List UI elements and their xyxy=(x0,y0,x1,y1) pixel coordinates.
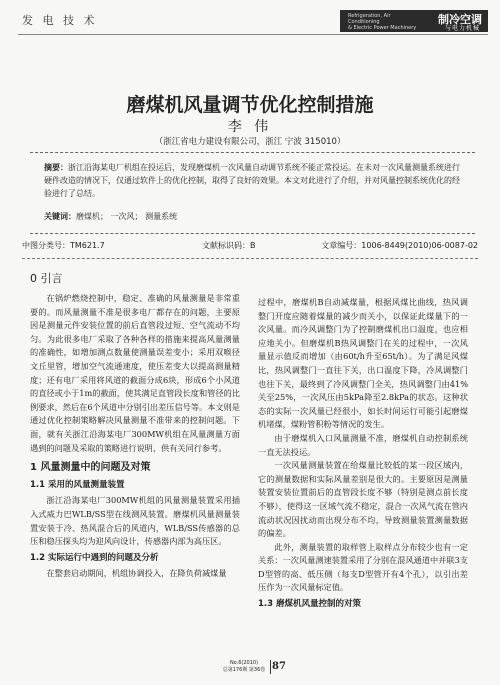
brand-subtitle xyxy=(348,13,418,31)
clc-number: 中图分类号：TM621.7 xyxy=(22,241,105,250)
paragraph: 浙江沿海某电厂300MW机组的风量测量装置采用插入式威力巴WLB/SS型在线测风装置。磨煤机风量测量装置安装于冷、热风混合后的风道内，WLB/SS传感器的总压和稳压探头均为迎风向设计，传感器内部为高压区。 xyxy=(30,495,240,547)
section-divider xyxy=(22,258,478,259)
subsection-heading: 1.3 磨煤机风量控制的对策 xyxy=(258,599,362,610)
keywords-label: 关键词： xyxy=(44,212,76,221)
brand-subtitle-line: & Electric Power Machinery xyxy=(348,25,417,31)
article-affiliation: （浙江省电力建设有限公司，浙江 宁波 315010） xyxy=(154,137,346,147)
section-heading: 1 风量测量中的问题及对策 xyxy=(30,462,151,474)
abstract xyxy=(44,161,467,200)
document-code: 文献标识码：B xyxy=(202,241,256,250)
paragraph: 在整套启动期间，机组协调投入，在降负荷减煤量 xyxy=(46,568,227,579)
paragraph: 由于磨煤机入口风量测量不准，磨煤机自动控制系统一直无法投运。 xyxy=(258,432,468,457)
keywords-text: 磨煤机； 一次风； 测量系统 xyxy=(76,212,178,221)
issue-info xyxy=(222,660,271,674)
page-number: 87 xyxy=(272,661,286,672)
abstract-label: 摘要： xyxy=(44,163,68,172)
article-title: 磨煤机风量调节优化控制措施 xyxy=(126,94,374,116)
left-column xyxy=(30,292,240,581)
issue-line: No.6(2010) xyxy=(229,660,259,666)
right-column xyxy=(258,296,468,614)
brand-title: 制冷空调 xyxy=(438,13,482,26)
issue-line: 总第176期 第36卷 xyxy=(222,667,266,673)
keywords xyxy=(44,211,177,222)
brand-subtitle-line: Refrigeration, Air Conditioning xyxy=(348,13,391,25)
subsection-heading: 1.1 采用的风量测量装置 xyxy=(30,479,125,490)
paragraph: 一次风量测量装置在给煤量比较低的某一段区域内，它的测量数据和实际风量差别是很大的。主要原因是测量装置安装位置前后的直管段长度不够（特别是测点前长度不够），使得这一区域气流不稳定，混合一次风气流在管内流动状况因扰动而出现分布不均，导致测量装置测量数据的偏差。 xyxy=(258,460,468,539)
article-author: 李 伟 xyxy=(227,119,273,135)
paragraph: 在锅炉燃烧控制中，稳定、准确的风量测量是非常重要的。而风量测量不准是很多电厂都存在的问题，主要原因是测量元件安装位置的前后直管段过短、空气流动不均匀。为此很多电厂采取了各种各样的措施来提高风量测量的准确性，如增加测点数量使测量误差变小；采用双喉径文丘里管，增加空气流通速度，使压差变大以提高测量精度；还有电厂采用将风道的截面分成6块，形成6个小风道的直径或小于1m的截面，使其满足直管段长度和管径的比例要求，然后在6个风道中分别引出差压信号等。本文则是通过优化控制策略解决风量测量不准带来的控制问题。下面，就有关浙江沿海某电厂300MW机组在风量测量方面遇到的问题及采取的策略进行说明，供有关同行参考。 xyxy=(30,293,240,453)
subsection-heading: 1.2 实际运行中遇到的问题及分析 xyxy=(30,552,159,563)
section-heading-intro: 0 引言 xyxy=(30,272,63,285)
abstract-text: 浙江沿海某电厂机组在投运后，发现磨煤机一次风量自动调节系统不能正常投运。在未对一次风量测量系统进行硬件改造的情况下，仅通过软件上的优化控制，取得了良好的效果。本文对此进行了介绍，并对风量控制系统优化的经验进行了总结。 xyxy=(44,163,460,198)
abstract-box xyxy=(30,152,475,234)
header-rule xyxy=(18,34,488,35)
journal-name: 发 电 技 术 xyxy=(22,14,98,27)
article-number: 文章编号：1006-8449(2010)06-0087-02 xyxy=(321,241,478,250)
paragraph: 此外，测量装置的取样管上取样点分布较少也有一定关系：一次风量测速装置采用了分别在混风通道中并联3支D型管的高、低压侧（每支D型管开有4个孔），以引出差压作为一次风量标定值。 xyxy=(258,541,468,593)
brand-title-sub: 与电力机械 xyxy=(444,25,480,32)
journal-brand-banner xyxy=(340,10,488,32)
paragraph: 过程中，磨煤机B自动减煤量，根据风煤比曲线，热风调整门开度应随着煤量的减少而关小，以保证此煤量下的一次风量。而冷风调整门为了控制磨煤机出口温度，也应相应地关小。但磨煤机B热风调整门在关的过程中，一次风量显示值反而增加（由60t/h升至65t/h）。为了满足风煤比，热风调整门一直往下关，出口温度下降，冷风调整门也往下关，最终到了冷风调整门全关，热风调整门由41%关至25%，一次风压由5kPa降至2.8kPa的状态。这种状态的实际一次风量已经很小，如长时间运行可能引起磨煤机堵煤，煤粉管积粉等情况的发生。 xyxy=(258,297,468,430)
